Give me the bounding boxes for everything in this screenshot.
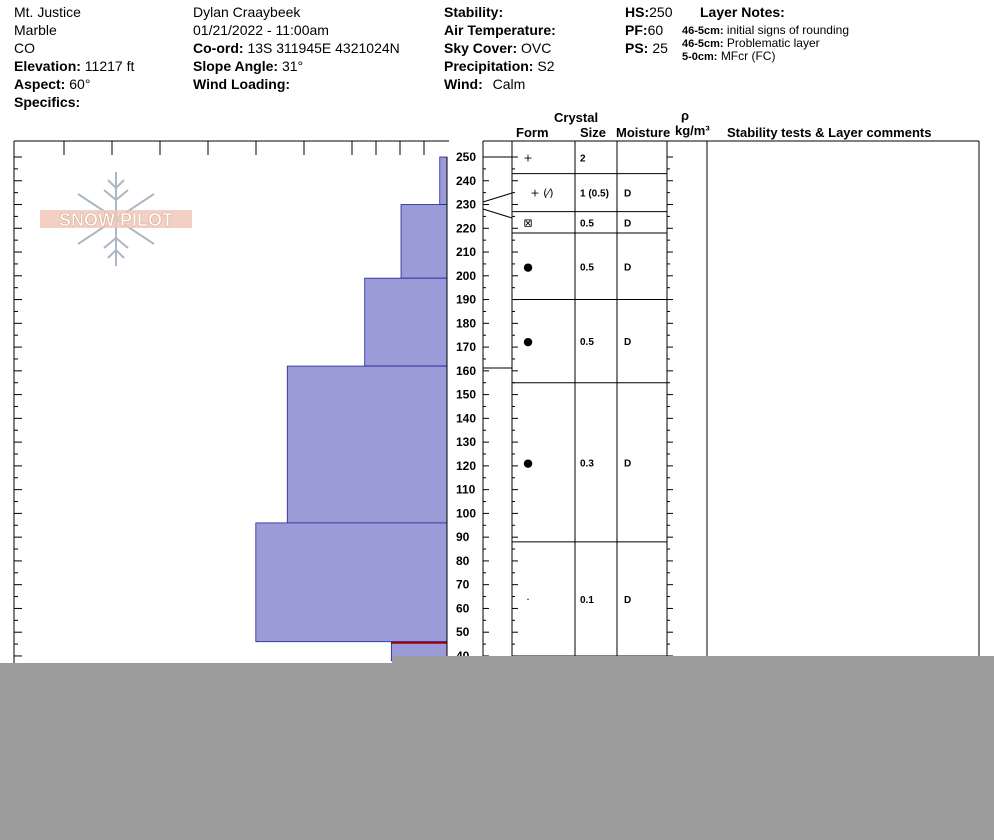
sky-label: Sky Cover: xyxy=(444,40,518,56)
aspect-label: Aspect: xyxy=(14,76,66,92)
layer-note-text: initial signs of rounding xyxy=(726,23,849,37)
crystal-form-symbol: + xyxy=(523,151,533,165)
hardness-bar xyxy=(287,366,447,523)
crystal-size-value: 0.5 xyxy=(580,337,594,349)
ps-label: PS: xyxy=(625,40,649,56)
logo-text: SNOW PILOT xyxy=(59,210,173,230)
depth-tick-label: 60 xyxy=(456,601,470,616)
hardness-bar xyxy=(401,205,447,279)
precip-value: S2 xyxy=(537,58,555,74)
hardness-bars xyxy=(256,157,447,661)
location-name: Mt. Justice xyxy=(14,4,81,20)
hs-label: HS: xyxy=(625,4,650,20)
rho-header: ρ xyxy=(681,108,690,123)
depth-tick-label: 80 xyxy=(456,553,470,568)
bottom-overlay-right xyxy=(392,656,994,840)
wind-value: Calm xyxy=(492,76,526,92)
crystal-form-symbol: ⊠ xyxy=(523,216,533,230)
moisture-value: D xyxy=(624,594,632,606)
state-name: CO xyxy=(14,40,35,56)
crystal-header: Crystal xyxy=(554,110,599,125)
crystal-form-symbol: + (⁄) xyxy=(530,186,554,200)
crystal-size-value: 0.5 xyxy=(580,262,594,274)
hardness-bar xyxy=(256,523,447,642)
air-temp-label: Air Temperature: xyxy=(444,22,556,38)
elevation-value: 11217 ft xyxy=(84,58,135,74)
slope-value: 31° xyxy=(281,58,304,74)
precip-label: Precipitation: xyxy=(444,58,534,74)
moisture-header: Moisture xyxy=(616,125,671,140)
observer-name: Dylan Craaybeek xyxy=(193,4,301,20)
depth-tick-label: 150 xyxy=(456,387,477,402)
range-name: Marble xyxy=(14,22,57,38)
depth-tick-label: 70 xyxy=(456,577,470,592)
crystal-size-value: 2 xyxy=(580,153,586,165)
coord-label: Co-ord: xyxy=(193,40,244,56)
moisture-value: D xyxy=(624,218,632,230)
hardness-bar xyxy=(440,157,447,205)
hardness-bar xyxy=(365,278,447,366)
slope-label: Slope Angle: xyxy=(193,58,279,74)
pf-value: 60 xyxy=(647,22,664,38)
crystal-size-value: 0.1 xyxy=(580,594,594,606)
depth-tick-labels xyxy=(456,150,476,663)
ps-value: 25 xyxy=(652,40,668,56)
crystal-form-symbol: ● xyxy=(523,456,533,470)
depth-tick-label: 250 xyxy=(456,150,477,164)
aspect-value: 60° xyxy=(69,76,91,92)
layer-notes-label: Layer Notes: xyxy=(700,4,785,20)
moisture-value: D xyxy=(624,262,632,274)
depth-tick-label: 240 xyxy=(456,173,477,188)
moisture-value: D xyxy=(624,337,632,349)
form-header: Form xyxy=(516,125,549,140)
layer-note-depth: 5-0cm: xyxy=(682,51,718,63)
density-unit-header: kg/m³ xyxy=(675,123,710,138)
layer-connector xyxy=(483,209,512,218)
depth-tick-label: 200 xyxy=(456,268,477,283)
crystal-form-symbol: · xyxy=(526,592,530,606)
pf-label: PF: xyxy=(625,22,648,38)
elevation-label: Elevation: xyxy=(14,58,81,74)
snowpilot-logo xyxy=(40,172,192,266)
depth-tick-label: 100 xyxy=(456,506,477,521)
specifics-label: Specifics: xyxy=(14,94,81,110)
coord-value: 13S 311945E 4321024N xyxy=(247,40,400,56)
depth-tick-label: 120 xyxy=(456,458,477,473)
moisture-value: D xyxy=(624,458,632,470)
depth-tick-label: 50 xyxy=(456,625,470,640)
depth-tick-label: 140 xyxy=(456,411,477,426)
depth-tick-label: 220 xyxy=(456,221,477,236)
layer-note-text: MFcr (FC) xyxy=(720,49,776,63)
layer-note-depth: 46-5cm: xyxy=(682,25,724,37)
layer-connector xyxy=(483,193,512,202)
depth-tick-label: 90 xyxy=(456,530,470,545)
crystal-form-symbol: ● xyxy=(523,335,533,349)
stability-comments-header: Stability tests & Layer comments xyxy=(727,125,932,140)
depth-tick-label: 170 xyxy=(456,340,477,355)
layer-note-text: Problematic layer xyxy=(726,36,820,50)
bottom-overlay-left xyxy=(0,663,392,840)
depth-tick-label: 180 xyxy=(456,316,477,331)
crystal-size-value: 1 (0.5) xyxy=(580,188,609,200)
moisture-value: D xyxy=(624,188,632,200)
depth-tick-label: 230 xyxy=(456,197,477,212)
hs-value: 250 xyxy=(649,4,673,20)
wind-label: Wind: xyxy=(444,76,483,92)
crystal-size-value: 0.5 xyxy=(580,218,594,230)
layer-note-depth: 46-5cm: xyxy=(682,38,724,50)
depth-tick-label: 130 xyxy=(456,435,477,450)
depth-tick-label: 160 xyxy=(456,363,477,378)
crystal-form-symbol: ● xyxy=(523,260,533,274)
crystal-size-value: 0.3 xyxy=(580,458,594,470)
depth-tick-label: 210 xyxy=(456,245,477,260)
wind-loading-label: Wind Loading: xyxy=(193,76,291,92)
stability-label: Stability: xyxy=(444,4,504,20)
observation-datetime: 01/21/2022 - 11:00am xyxy=(193,22,329,38)
depth-tick-label: 110 xyxy=(456,482,476,497)
sky-value: OVC xyxy=(521,40,552,56)
size-header: Size xyxy=(580,125,607,140)
depth-tick-label: 190 xyxy=(456,292,477,307)
